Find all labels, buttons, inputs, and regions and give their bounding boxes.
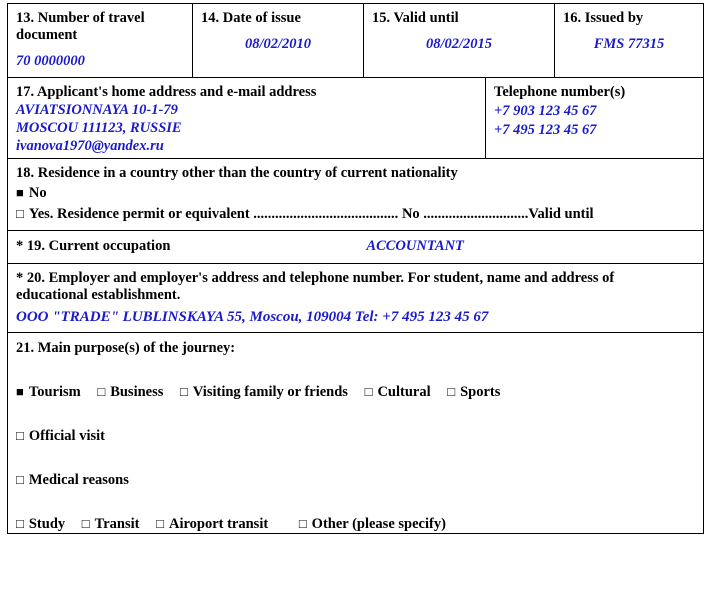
field-15-valid-until[interactable] bbox=[364, 4, 555, 77]
field-14-value: 08/02/2010 bbox=[244, 36, 312, 52]
option-official-visit-label: Official visit bbox=[28, 428, 105, 444]
option-cultural-label: Cultural bbox=[377, 384, 431, 400]
field-21-options-row-2 bbox=[16, 427, 695, 445]
option-other-label: Other (please specify) bbox=[311, 516, 446, 532]
field-16-label: 16. Issued by bbox=[563, 10, 644, 26]
field-17-value-line-1: AVIATSIONNAYA 10-1-79 bbox=[16, 102, 178, 118]
field-15-label: 15. Valid until bbox=[372, 10, 459, 26]
option-transit[interactable] bbox=[82, 515, 140, 533]
field-19-value: ACCOUNTANT bbox=[366, 238, 464, 254]
field-19-label: * 19. Current occupation bbox=[16, 238, 171, 254]
checkbox-empty-icon[interactable] bbox=[16, 516, 29, 532]
field-21-options-row-3 bbox=[16, 471, 695, 489]
field-16-issued-by[interactable] bbox=[555, 4, 703, 77]
field-17-value-line-2: MOSCOU 111123, RUSSIE bbox=[16, 120, 182, 136]
checkbox-filled-icon[interactable] bbox=[16, 384, 29, 400]
field-telephone-numbers[interactable] bbox=[486, 78, 703, 158]
field-21-label: 21. Main purpose(s) of the journey: bbox=[16, 340, 236, 356]
option-tourism[interactable] bbox=[16, 383, 81, 401]
field-18-option-no-label: No bbox=[28, 185, 47, 201]
row-field-21 bbox=[8, 333, 703, 533]
row-fields-13-16 bbox=[8, 4, 703, 78]
option-visiting-family-or-friends[interactable] bbox=[180, 383, 348, 401]
field-17-label: 17. Applicant's home address and e-mail address bbox=[16, 84, 317, 100]
row-field-20 bbox=[8, 264, 703, 333]
visa-application-form bbox=[7, 3, 704, 534]
option-medical-reasons-label: Medical reasons bbox=[28, 472, 129, 488]
field-21-main-purpose[interactable] bbox=[8, 333, 703, 533]
option-tourism-label: Tourism bbox=[28, 384, 81, 400]
telephone-value-line-1: +7 903 123 45 67 bbox=[494, 103, 597, 119]
telephone-value-line-2: +7 495 123 45 67 bbox=[494, 122, 597, 138]
checkbox-empty-icon[interactable] bbox=[16, 206, 29, 222]
field-17-home-address[interactable] bbox=[8, 78, 486, 158]
option-airport-transit[interactable] bbox=[156, 515, 268, 533]
field-15-value: 08/02/2015 bbox=[425, 36, 493, 52]
field-20-value: OOO "TRADE" LUBLINSKAYA 55, Moscou, 109004 Tel: +7 495 123 45 67 bbox=[16, 309, 489, 325]
row-field-18 bbox=[8, 159, 703, 231]
telephone-label: Telephone number(s) bbox=[494, 84, 626, 100]
field-21-options-row-1 bbox=[16, 383, 695, 401]
field-16-value: FMS 77315 bbox=[593, 36, 665, 52]
field-17-value-line-3: ivanova1970@yandex.ru bbox=[16, 138, 164, 154]
option-business-label: Business bbox=[110, 384, 164, 400]
option-other[interactable] bbox=[299, 515, 446, 533]
checkbox-empty-icon[interactable] bbox=[299, 516, 312, 532]
field-14-date-of-issue[interactable] bbox=[193, 4, 364, 77]
checkbox-empty-icon[interactable] bbox=[16, 472, 29, 488]
option-airport-transit-label: Airoport transit bbox=[168, 516, 269, 532]
option-visiting-family-label: Visiting family or friends bbox=[192, 384, 348, 400]
field-18-option-yes-label: Yes. Residence permit or equivalent ........................................ bbox=[28, 206, 399, 222]
checkbox-empty-icon[interactable] bbox=[180, 384, 193, 400]
field-19-current-occupation[interactable] bbox=[8, 231, 703, 263]
field-18-option-no[interactable] bbox=[16, 184, 695, 202]
option-medical-reasons[interactable] bbox=[16, 471, 129, 489]
field-18-residence-other-country[interactable] bbox=[8, 159, 703, 230]
checkbox-empty-icon[interactable] bbox=[97, 384, 110, 400]
option-study-label: Study bbox=[28, 516, 66, 532]
field-13-travel-document-number[interactable] bbox=[8, 4, 193, 77]
checkbox-empty-icon[interactable] bbox=[156, 516, 169, 532]
field-21-options-row-4 bbox=[16, 515, 695, 533]
row-field-17-and-phone bbox=[8, 78, 703, 159]
option-study[interactable] bbox=[16, 515, 65, 533]
option-sports[interactable] bbox=[447, 383, 500, 401]
field-20-label-line-2: educational establishment. bbox=[16, 287, 181, 303]
checkbox-empty-icon[interactable] bbox=[16, 428, 29, 444]
field-18-option-yes[interactable] bbox=[16, 205, 695, 223]
row-field-19 bbox=[8, 231, 703, 264]
field-13-value: 70 0000000 bbox=[16, 53, 85, 69]
option-sports-label: Sports bbox=[460, 384, 501, 400]
option-official-visit[interactable] bbox=[16, 427, 105, 445]
checkbox-empty-icon[interactable] bbox=[365, 384, 378, 400]
checkbox-empty-icon[interactable] bbox=[447, 384, 460, 400]
field-20-label-line-1: * 20. Employer and employer's address and telephone number. For student, name and address of bbox=[16, 270, 615, 286]
field-18-label: 18. Residence in a country other than the country of current nationality bbox=[16, 165, 458, 181]
field-14-label: 14. Date of issue bbox=[201, 10, 301, 26]
option-transit-label: Transit bbox=[94, 516, 140, 532]
field-20-employer[interactable] bbox=[8, 264, 703, 332]
option-cultural[interactable] bbox=[365, 383, 431, 401]
checkbox-filled-icon[interactable] bbox=[16, 185, 29, 201]
field-13-label: 13. Number of travel document bbox=[16, 10, 145, 43]
field-18-no-permit-field: No .............................Valid until bbox=[401, 206, 594, 222]
checkbox-empty-icon[interactable] bbox=[82, 516, 95, 532]
option-business[interactable] bbox=[97, 383, 163, 401]
